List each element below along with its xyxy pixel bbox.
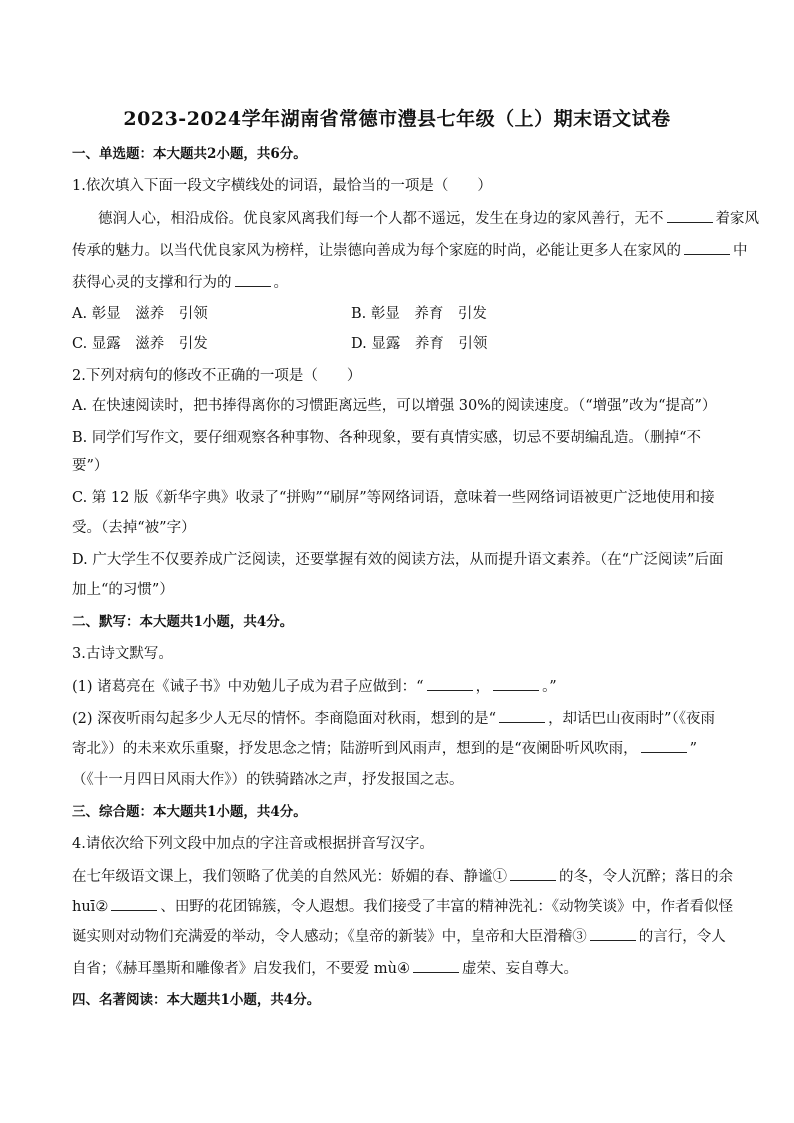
question-1-passage-line-3: 获得心灵的支撑和行为的 。 xyxy=(72,272,722,293)
section-heading-2: 二、默写：本大题共1小题，共4分。 xyxy=(72,614,294,630)
question-3-sub-2-line-1: (2) 深夜听雨勾起多少人无尽的情怀。李商隐面对秋雨，想到的是“ ，却话巴山夜雨时”（《夜雨 xyxy=(72,708,722,729)
page-title: 2023-2024学年湖南省常德市澧县七年级（上）期末语文试卷 xyxy=(123,108,671,130)
question-3-stem: 3.古诗文默写。 xyxy=(72,646,173,662)
section-heading-1: 一、单选题：本大题共2小题，共6分。 xyxy=(72,146,307,162)
question-3-sub-1: (1) 诸葛亮在《诫子书》中劝勉儿子成为君子应做到：“ ， 。” xyxy=(72,676,722,697)
question-1-passage-line-2: 传承的魅力。以当代优良家风为榜样，让崇德向善成为每个家庭的时尚，必能让更多人在家风的 中 xyxy=(72,240,722,261)
question-1-option-c: C. 显露 滋养 引发 xyxy=(72,336,208,352)
answer-blank xyxy=(235,272,271,287)
answer-blank xyxy=(111,896,157,911)
question-2-option-d-line-2: 加上“的习惯”） xyxy=(72,582,174,598)
question-2-option-c-line-1: C. 第 12 版《新华字典》收录了“拼购”“刷屏”等网络词语，意味着一些网络词语被更广泛地使用和接 xyxy=(72,490,715,506)
answer-blank xyxy=(590,926,636,941)
question-4-line-1: 在七年级语文课上，我们领略了优美的自然风光：娇媚的春、静谧① 的冬，令人沉醉；落日的余 xyxy=(72,866,722,887)
answer-blank xyxy=(684,240,730,255)
answer-blank xyxy=(641,738,687,753)
question-2-option-c-line-2: 受。（去掉“被”字） xyxy=(72,520,196,536)
question-2-option-b-line-2: 要”） xyxy=(72,458,109,474)
question-1-stem: 1.依次填入下面一段文字横线处的词语，最恰当的一项是（ ） xyxy=(72,178,492,194)
question-4-line-3: 诞实则对动物们充满爱的举动，令人感动；《皇帝的新装》中，皇帝和大臣滑稽③ 的言行，令人 xyxy=(72,926,722,947)
section-heading-4: 四、名著阅读：本大题共1小题，共4分。 xyxy=(72,992,321,1008)
question-1-option-b: B. 彰显 养育 引发 xyxy=(351,306,487,322)
section-heading-3: 三、综合题：本大题共1小题，共4分。 xyxy=(72,804,307,820)
question-4-stem: 4.请依次给下列文段中加点的字注音或根据拼音写汉字。 xyxy=(72,836,434,852)
question-1-option-a: A. 彰显 滋养 引领 xyxy=(72,306,208,322)
question-1-passage-line-1: 德润人心，相沿成俗。优良家风离我们每一个人都不遥远，发生在身边的家风善行，无不 着家风 xyxy=(98,208,748,229)
question-2-stem: 2.下列对病句的修改不正确的一项是（ ） xyxy=(72,368,362,384)
answer-blank xyxy=(667,208,713,223)
answer-blank xyxy=(499,708,545,723)
question-1-option-d: D. 显露 养育 引领 xyxy=(351,336,488,352)
question-2-option-a: A. 在快速阅读时，把书捧得离你的习惯距离远些，可以增强 30%的阅读速度。（“增强”改为“提高”） xyxy=(72,398,717,414)
question-2-option-d-line-1: D. 广大学生不仅要养成广泛阅读，还要掌握有效的阅读方法，从而提升语文素养。（在“广泛阅读”后面 xyxy=(72,552,724,568)
question-2-option-b-line-1: B. 同学们写作文，要仔细观察各种事物、各种现象，要有真情实感，切忌不要胡编乱造。（删掉“不 xyxy=(72,430,702,446)
answer-blank xyxy=(413,958,459,973)
question-3-sub-2-line-2: 寄北》）的未来欢乐重聚，抒发思念之情；陆游听到风雨声，想到的是“夜阑卧听风吹雨， ” xyxy=(72,738,722,759)
question-4-line-4: 自省；《赫耳墨斯和雕像者》启发我们，不要爱 mù④ 虚荣、妄自尊大。 xyxy=(72,958,722,979)
answer-blank xyxy=(510,866,556,881)
answer-blank xyxy=(427,676,473,691)
answer-blank xyxy=(493,676,539,691)
question-4-line-2: huī② 、田野的花团锦簇，令人遐想。我们接受了丰富的精神洗礼：《动物笑谈》中，作者看似怪 xyxy=(72,896,722,917)
question-3-sub-2-line-3: （《十一月四日风雨大作》）的铁骑踏冰之声，抒发报国之志。 xyxy=(72,772,464,788)
